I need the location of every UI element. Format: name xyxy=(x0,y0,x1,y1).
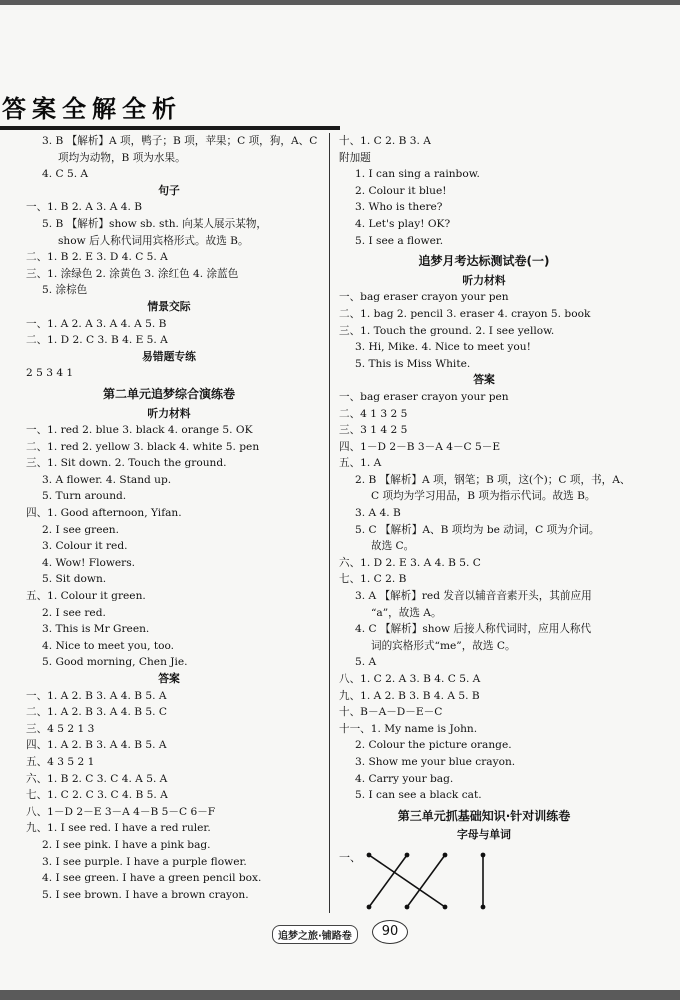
match-line-1 xyxy=(369,855,445,907)
answer-line: 3. Who is there? xyxy=(355,201,443,214)
answer-line: 5. B 【解析】show sb. sth. 向某人展示某物， xyxy=(42,217,268,230)
answer-line: 3. A flower. 4. Stand up. xyxy=(42,473,172,486)
section-heading: 答案 xyxy=(473,373,495,387)
answer-line: 一、1. A 2. A 3. A 4. A 5. B xyxy=(26,317,167,330)
answer-line: 三、3 1 4 2 5 xyxy=(339,424,408,437)
left-column xyxy=(26,133,318,903)
answer-line: 五、1. A xyxy=(339,457,382,470)
answer-line: 5. A xyxy=(355,656,377,669)
answer-line: 2 5 3 4 1 xyxy=(26,367,74,380)
answer-line: 一、1. A 2. B 3. A 4. B 5. A xyxy=(26,689,167,702)
answer-line: 5. C 【解析】A、B 项均为 be 动词，C 项为介词。 xyxy=(355,523,600,536)
matching-label: 一、 xyxy=(339,851,361,864)
section-heading: 听力材料 xyxy=(147,406,191,420)
answer-line: “a”，故选 A。 xyxy=(371,606,442,619)
answer-line: 3. I see purple. I have a purple flower. xyxy=(42,855,247,868)
answer-line: 十、1. C 2. B 3. A xyxy=(339,135,431,147)
answer-line: 2. I see red. xyxy=(42,606,106,619)
answer-line: 二、4 1 3 2 5 xyxy=(339,407,408,420)
section-heading: 易错题专练 xyxy=(142,349,196,363)
answer-line: 项均为动物，B 项为水果。 xyxy=(58,151,186,164)
answer-line: 5. This is Miss White. xyxy=(355,357,471,370)
answer-line: 3. This is Mr Green. xyxy=(42,623,150,636)
match-line-3 xyxy=(407,855,445,907)
answer-line: show 后人称代词用宾格形式。故选 B。 xyxy=(58,234,249,247)
answer-line: 2. I see green. xyxy=(42,523,119,536)
answer-line: 3. Hi, Mike. 4. Nice to meet you! xyxy=(355,341,531,354)
answer-line: 5. I see brown. I have a brown crayon. xyxy=(42,888,249,901)
answer-line: 词的宾格形式“me”，故选 C。 xyxy=(371,639,516,652)
answer-line: 4. C 5. A xyxy=(42,168,89,181)
answer-line: 六、1. D 2. E 3. A 4. B 5. C xyxy=(339,556,481,569)
column-divider xyxy=(329,133,330,913)
page-number: 90 xyxy=(372,920,408,944)
answer-line: 十一、1. My name is John. xyxy=(339,722,478,735)
page-title: 答案全解全析 xyxy=(2,95,182,123)
answer-line: 4. Wow! Flowers. xyxy=(42,556,136,569)
answer-line: 五、1. Colour it green. xyxy=(26,590,146,603)
answer-line: 1. I can sing a rainbow. xyxy=(355,168,480,181)
answer-line: 三、4 5 2 1 3 xyxy=(26,722,95,735)
section-heading: 答案 xyxy=(158,672,180,685)
answer-line: 四、1－D 2－B 3－A 4－C 5－E xyxy=(339,440,501,453)
answer-page xyxy=(0,5,680,990)
matching-lines-svg xyxy=(339,847,639,913)
answer-line: 十、B－A－D－E－C xyxy=(339,706,443,719)
answer-line: 七、1. C 2. B xyxy=(339,573,407,586)
answer-line: 八、1－D 2－E 3－A 4－B 5－C 6－F xyxy=(26,805,216,818)
answer-line: 3. B 【解析】A 项，鸭子；B 项，苹果；C 项，狗，A、C xyxy=(42,135,318,147)
answer-line: 三、1. Sit down. 2. Touch the ground. xyxy=(26,457,227,470)
answer-line: 二、1. A 2. B 3. A 4. B 5. C xyxy=(26,706,168,719)
section-heading: 追梦月考达标测试卷(一) xyxy=(418,254,550,269)
section-heading: 第三单元抓基础知识·针对训练卷 xyxy=(397,808,571,823)
answer-line: 5. I see a flower. xyxy=(355,234,444,247)
answer-line: 四、1. A 2. B 3. A 4. B 5. A xyxy=(26,739,167,752)
section-heading: 情景交际 xyxy=(147,299,191,313)
right-column xyxy=(339,133,629,844)
answer-line: 九、1. A 2. B 3. B 4. A 5. B xyxy=(339,689,480,702)
answer-line: 2. Colour the picture orange. xyxy=(355,739,512,752)
answer-line: 2. B 【解析】A 项，钢笔；B 项，这(个)；C 项，书，A、 xyxy=(355,473,631,486)
answer-line: 七、1. C 2. C 3. C 4. B 5. A xyxy=(26,789,168,802)
answer-line: 4. Carry your bag. xyxy=(355,772,454,785)
answer-line: 5. Good morning, Chen Jie. xyxy=(42,656,188,669)
answer-line: 2. Colour it blue! xyxy=(355,184,447,197)
match-line-2 xyxy=(369,855,407,907)
answer-line: 一、bag eraser crayon your pen xyxy=(339,291,509,304)
answer-line: 四、1. Good afternoon, Yifan. xyxy=(26,507,182,520)
answer-line: 一、bag eraser crayon your pen xyxy=(339,390,509,403)
section-heading: 听力材料 xyxy=(462,273,506,287)
answer-line: 5. 涂棕色 xyxy=(42,284,88,297)
answer-line: 一、1. B 2. A 3. A 4. B xyxy=(26,201,143,214)
section-heading: 句子 xyxy=(158,183,180,197)
answer-line: 4. Nice to meet you, too. xyxy=(42,639,175,652)
answer-line: 4. C 【解析】show 后接人称代词时，应用人称代 xyxy=(355,623,592,636)
answer-line: 4. I see green. I have a green pencil box. xyxy=(42,872,262,885)
answer-line: 五、4 3 5 2 1 xyxy=(26,755,95,768)
answer-line: 二、1. D 2. C 3. B 4. E 5. A xyxy=(26,334,168,347)
answer-line: 九、1. I see red. I have a red ruler. xyxy=(26,822,211,835)
answer-line: C 项均为学习用品，B 项为指示代词。故选 B。 xyxy=(371,490,596,503)
answer-line: 5. Turn around. xyxy=(42,490,127,503)
answer-line: 3. Colour it red. xyxy=(42,540,128,553)
answer-line: 3. Show me your blue crayon. xyxy=(355,755,516,768)
answer-line: 六、1. B 2. C 3. C 4. A 5. A xyxy=(26,772,168,785)
series-logo: 追梦之旅·铺路卷 xyxy=(272,925,358,944)
answer-line: 附加题 xyxy=(339,151,371,164)
answer-line: 2. I see pink. I have a pink bag. xyxy=(42,838,211,851)
answer-line: 八、1. C 2. A 3. B 4. C 5. A xyxy=(339,673,481,685)
answer-line: 一、1. red 2. blue 3. black 4. orange 5. OK xyxy=(26,424,253,437)
answer-line: 4. Let's play! OK? xyxy=(355,217,451,230)
answer-line: 二、1. B 2. E 3. D 4. C 5. A xyxy=(26,251,168,264)
answer-line: 二、1. red 2. yellow 3. black 4. white 5. pen xyxy=(26,440,260,453)
letter-matching-diagram xyxy=(339,847,639,913)
section-heading: 第二单元追梦综合演练卷 xyxy=(102,386,235,401)
answer-line: 故选 C。 xyxy=(371,540,415,553)
answer-line: 3. A 【解析】red 发音以辅音音素开头，其前应用 xyxy=(355,590,592,603)
section-heading: 字母与单词 xyxy=(457,828,511,842)
answer-line: 5. Sit down. xyxy=(42,573,107,586)
answer-line: 三、1. Touch the ground. 2. I see yellow. xyxy=(339,324,555,337)
title-rule xyxy=(0,126,340,130)
answer-line: 三、1. 涂绿色 2. 涂黄色 3. 涂红色 4. 涂蓝色 xyxy=(26,267,239,280)
answer-line: 二、1. bag 2. pencil 3. eraser 4. crayon 5. book xyxy=(339,307,591,320)
answer-line: 3. A 4. B xyxy=(355,507,401,520)
answer-line: 5. I can see a black cat. xyxy=(355,789,482,802)
